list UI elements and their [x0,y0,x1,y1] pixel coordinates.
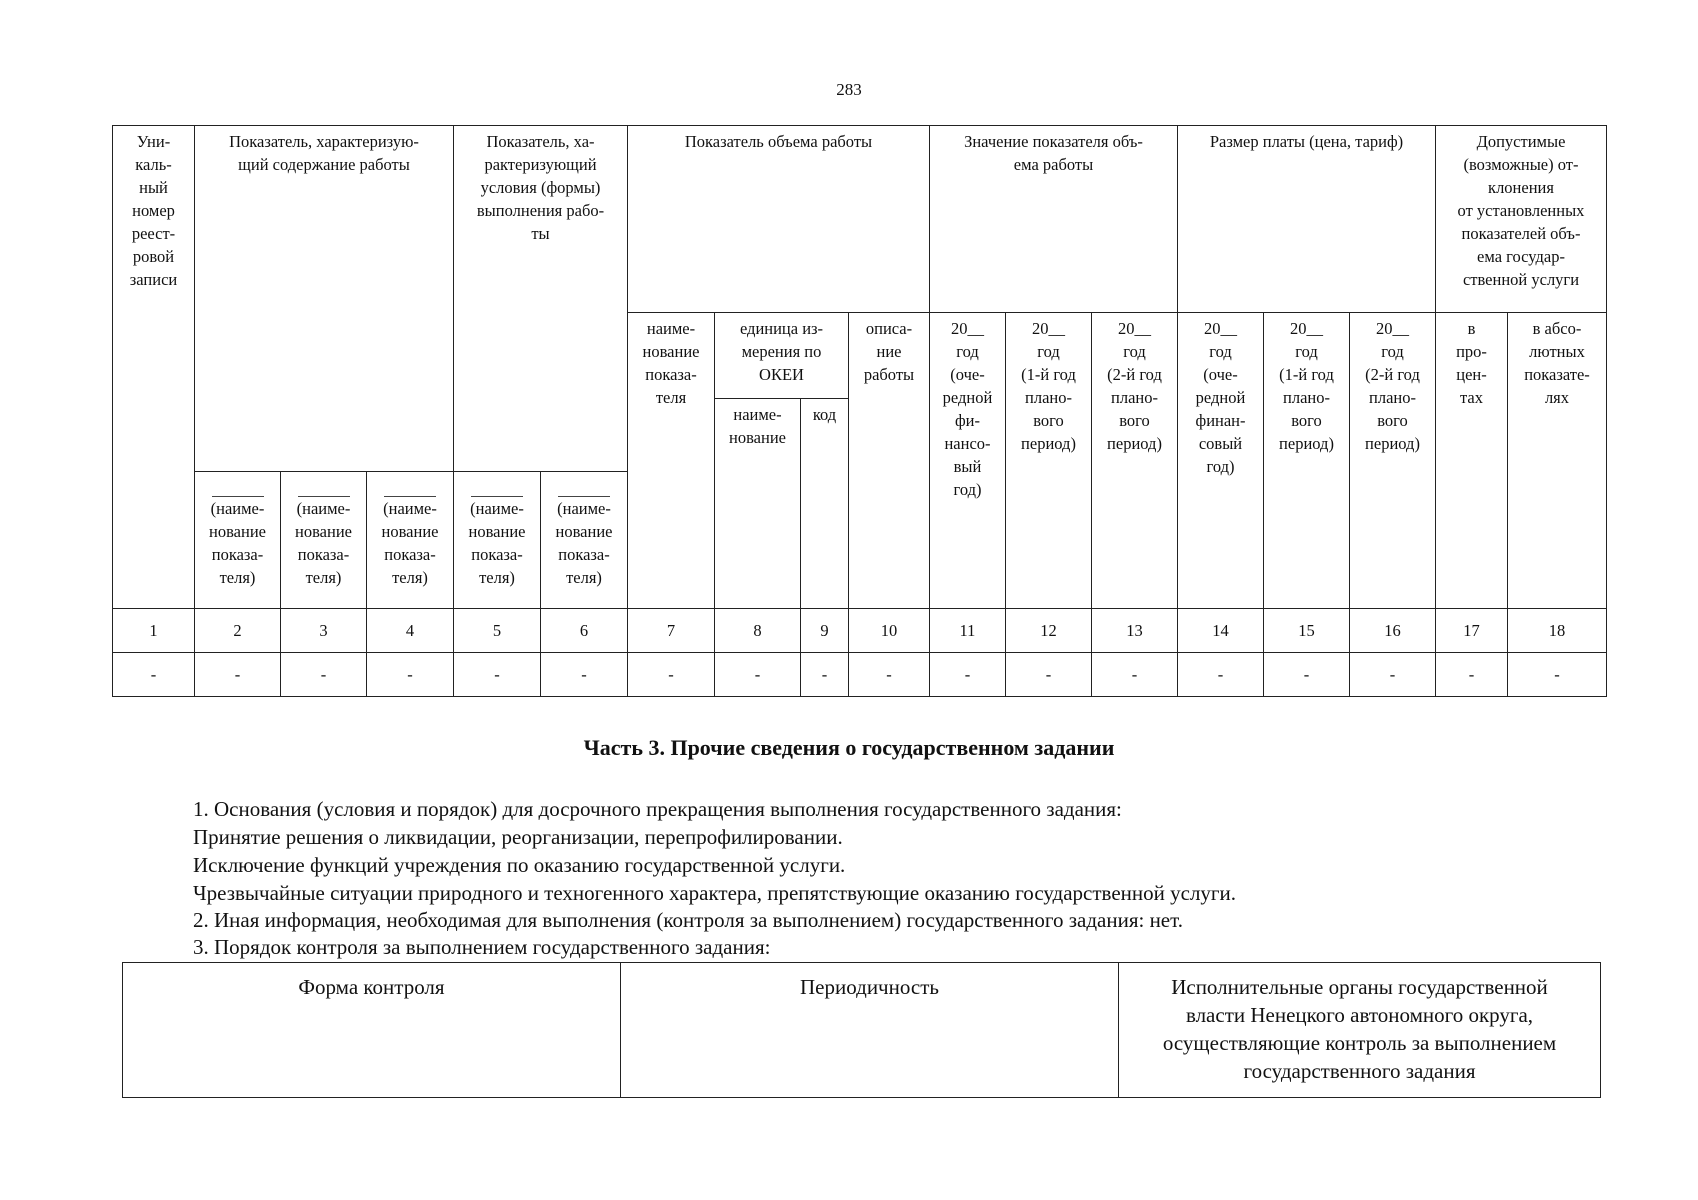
column-number: 16 [1350,609,1436,653]
value-year-1-header: 20__ год (оче- редной фи- нансо- вый год) [930,313,1006,609]
okei-unit-header: единица из- мерения по ОКЕИ [715,313,849,399]
conditions-indicator-2: (наиме- нование показа- теля) [541,472,628,609]
volume-indicator-header: Показатель объема работы [628,126,930,313]
data-cell: - [1092,653,1178,697]
registry-number-header: Уни- каль- ный номер реест- ровой записи [113,126,195,609]
column-number: 18 [1508,609,1607,653]
indicator-name-header: наиме- нование показа- теля [628,313,715,609]
column-number: 13 [1092,609,1178,653]
fee-year-3-header: 20__ год (2-й год плано- вого период) [1350,313,1436,609]
conditions-indicator-1: (наиме- нование показа- теля) [454,472,541,609]
column-number: 15 [1264,609,1350,653]
content-indicator-1: (наиме- нование показа- теля) [195,472,281,609]
data-cell: - [715,653,801,697]
data-cell: - [1178,653,1264,697]
fee-amount-header: Размер платы (цена, тариф) [1178,126,1436,313]
column-number: 6 [541,609,628,653]
paragraph-2: Принятие решения о ликвидации, реорганизации, перепрофилировании. [193,825,843,849]
column-number: 17 [1436,609,1508,653]
column-number: 11 [930,609,1006,653]
okei-code-header: код [801,399,849,609]
fee-year-1-header: 20__ год (оче- редной финан- совый год) [1178,313,1264,609]
deviations-header: Допустимые (возможные) от- клонения от установленных показателей объ- ема государ- ственной услуги [1436,126,1607,313]
column-numbers-row [113,609,1607,653]
value-year-2-header: 20__ год (1-й год плано- вого период) [1006,313,1092,609]
column-number: 2 [195,609,281,653]
content-indicator-3: (наиме- нование показа- теля) [367,472,454,609]
data-cell: - [113,653,195,697]
content-indicator-2: (наиме- нование показа- теля) [281,472,367,609]
column-number: 8 [715,609,801,653]
data-cell: - [1508,653,1607,697]
paragraph-1: 1. Основания (условия и порядок) для досрочного прекращения выполнения государственного задания: [193,797,1122,821]
control-frequency-header: Периодичность [621,963,1119,1098]
column-number: 12 [1006,609,1092,653]
column-number: 4 [367,609,454,653]
column-number: 7 [628,609,715,653]
data-cell: - [454,653,541,697]
column-number: 3 [281,609,367,653]
control-form-header: Форма контроля [123,963,621,1098]
deviation-absolute-header: в абсо- лютных показате- лях [1508,313,1607,609]
column-number: 1 [113,609,195,653]
data-cell: - [1006,653,1092,697]
work-volume-table [112,125,1607,697]
data-cell: - [281,653,367,697]
data-cell: - [628,653,715,697]
value-year-3-header: 20__ год (2-й год плано- вого период) [1092,313,1178,609]
column-number: 10 [849,609,930,653]
paragraph-5: 2. Иная информация, необходимая для выполнения (контроля за выполнением) государственного задания: нет. [193,908,1183,932]
data-cell: - [541,653,628,697]
volume-value-header: Значение показателя объ- ема работы [930,126,1178,313]
paragraph-6: 3. Порядок контроля за выполнением государственного задания: [193,935,771,959]
deviation-percent-header: в про- цен- тах [1436,313,1508,609]
okei-name-header: наиме- нование [715,399,801,609]
column-number: 14 [1178,609,1264,653]
conditions-indicator-header: Показатель, ха- рактеризующий условия (формы) выполнения рабо- ты [454,126,628,472]
work-description-header: описа- ние работы [849,313,930,609]
column-number: 9 [801,609,849,653]
paragraph-3: Исключение функций учреждения по оказанию государственной услуги. [193,853,846,877]
page-number: 283 [836,80,862,99]
data-cell: - [1350,653,1436,697]
content-indicator-header: Показатель, характеризую- щий содержание работы [195,126,454,472]
data-cell: - [849,653,930,697]
data-cell: - [1264,653,1350,697]
data-row [113,653,1607,697]
part3-heading: Часть 3. Прочие сведения о государственном задании [583,735,1115,760]
fee-year-2-header: 20__ год (1-й год плано- вого период) [1264,313,1350,609]
column-number: 5 [454,609,541,653]
data-cell: - [801,653,849,697]
data-cell: - [195,653,281,697]
control-table [122,962,1601,1098]
data-cell: - [367,653,454,697]
data-cell: - [1436,653,1508,697]
paragraph-4: Чрезвычайные ситуации природного и техногенного характера, препятствующие оказанию государственной услуги. [193,881,1237,905]
control-authorities-header: Исполнительные органы государственной власти Ненецкого автономного округа, осуществляющие контроль за выполнением государственного задания [1119,963,1601,1098]
data-cell: - [930,653,1006,697]
